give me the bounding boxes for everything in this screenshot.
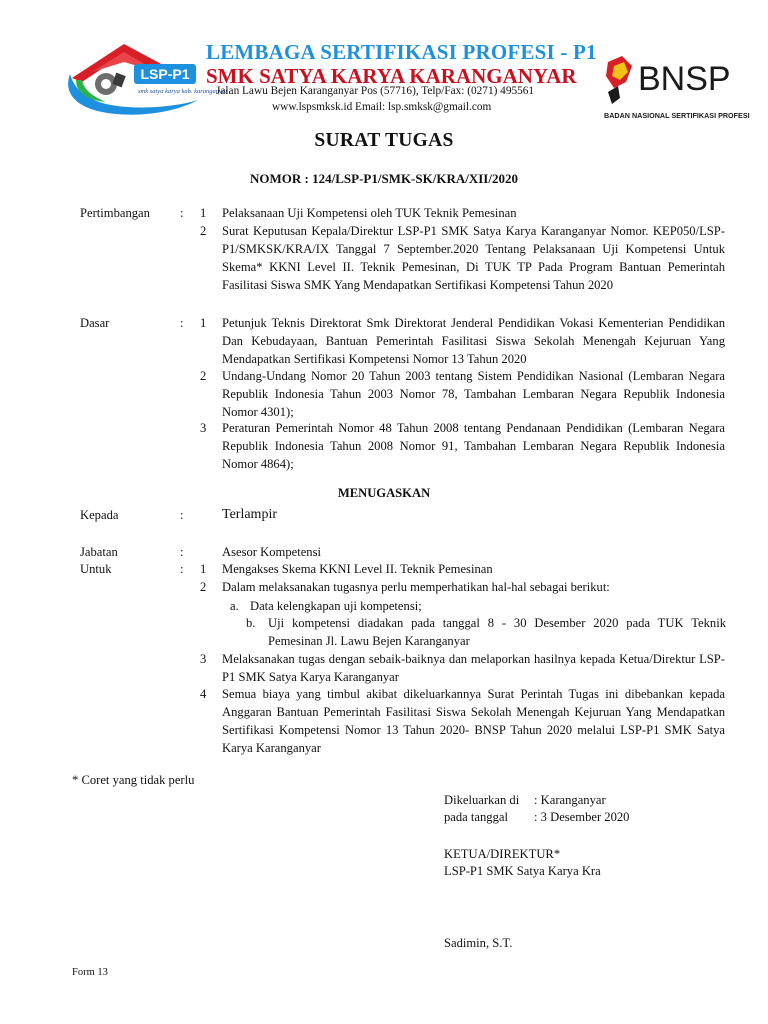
untuk-item-2: Dalam melaksanakan tugasnya perlu memperhatikan hal-hal sebagai berikut: <box>222 580 610 594</box>
colon: : <box>180 206 184 220</box>
org-name-line2: SMK SATYA KARYA KARANGANYAR <box>206 64 577 88</box>
untuk-label: Untuk <box>80 562 112 576</box>
kepada-label: Kepada <box>80 508 119 522</box>
bnsp-subtitle: BADAN NASIONAL SERTIFIKASI PROFESI <box>604 111 750 120</box>
document-title: SURAT TUGAS <box>314 130 454 151</box>
footnote: * Coret yang tidak perlu <box>72 773 195 787</box>
untuk-item-1: Mengakses Skema KKNI Level II. Teknik Pemesinan <box>222 562 493 576</box>
org-web-email: www.lspsmksk.id Email: lsp.smksk@gmail.com <box>272 101 492 113</box>
date-label: pada tanggal <box>444 810 508 824</box>
sub-letter: a. <box>230 599 239 613</box>
issued-at-value: : Karanganyar <box>534 793 606 807</box>
pertimbangan-label: Pertimbangan <box>80 206 150 220</box>
sub-letter: b. <box>246 616 256 630</box>
lsp-logo-graphic <box>62 40 228 120</box>
lsp-logo-tagline: smk satya karya kab. karanganyar <box>138 88 228 95</box>
item-number: 1 <box>200 562 207 576</box>
untuk-item-3: Melaksanakan tugas dengan sebaik-baiknya dan melaporkan hasilnya kepada Ketua/Direktur LSP-P1 SMK Satya Karya Karanganyar <box>222 652 725 684</box>
bnsp-text: BNSP <box>638 60 731 98</box>
date-value: : 3 Desember 2020 <box>534 810 630 824</box>
colon: : <box>180 562 184 576</box>
item-number: 1 <box>200 206 207 220</box>
item-number: 2 <box>200 580 207 594</box>
lsp-logo-text: LSP-P1 <box>140 66 190 82</box>
form-number: Form 13 <box>72 967 108 978</box>
lsp-p1-logo <box>62 40 228 120</box>
item-number: 3 <box>200 421 207 435</box>
dasar-item-3: Peraturan Pemerintah Nomor 48 Tahun 2008 tentang Pendanaan Pendidikan (Lembaran Negara Republik Indonesia Tahun 2008 Nomor 91, Tambahan Lembaran Negara Republik Indonesia Nomor 4864); <box>222 421 725 471</box>
menugaskan-heading: MENUGASKAN <box>337 486 431 500</box>
untuk-sub-item-a: Data kelengkapan uji kompetensi; <box>250 599 422 613</box>
untuk-sub-item-b: Uji kompetensi diadakan pada tanggal 8 - 30 Desember 2020 pada TUK Teknik Pemesinan Jl. Lawu Bejen Karanganyar <box>268 616 726 648</box>
bnsp-logo <box>604 52 750 122</box>
org-name-line1: LEMBAGA SERTIFIKASI PROFESI - P1 <box>206 40 597 64</box>
bnsp-emblem-icon <box>604 52 750 122</box>
colon: : <box>180 545 184 559</box>
document-number: NOMOR : 124/LSP-P1/SMK-SK/KRA/XII/2020 <box>250 171 518 186</box>
signer-name: Sadimin, S.T. <box>444 936 513 950</box>
signer-role: KETUA/DIREKTUR* <box>444 847 561 861</box>
issued-at-label: Dikeluarkan di <box>444 793 520 807</box>
item-number: 4 <box>200 687 207 701</box>
colon: : <box>180 508 184 522</box>
signer-organization: LSP-P1 SMK Satya Karya Kra <box>444 864 601 878</box>
org-address: Jalan Lawu Bejen Karanganyar Pos (57716), Telp/Fax: (0271) 495561 <box>216 85 535 97</box>
dasar-item-1: Petunjuk Teknis Direktorat Smk Direktorat Jenderal Pendidikan Vokasi Kementerian Pendidikan Dan Kebudayaan, Bantuan Pemerintah Fasilitasi Siswa Sekolah Menengah Kejuruan Yang Mendapatkan Sertifikasi Kompetensi Nomor 13 Tahun 2020 <box>222 316 725 366</box>
kepada-value: Terlampir <box>222 507 277 522</box>
jabatan-label: Jabatan <box>80 545 118 559</box>
item-number: 1 <box>200 316 207 330</box>
dasar-label: Dasar <box>80 316 110 330</box>
pertimbangan-item-2: Surat Keputusan Kepala/Direktur LSP-P1 SMK Satya Karya Karanganyar Nomor. KEP050/LSP-P1/SMKSK/KRA/IX Tanggal 7 September.2020 Tentang Pelaksanaan Uji Kompetensi Untuk Skema* KKNI Level II. Teknik Pemesinan, Di TUK TP Pada Program Bantuan Pemerintah Fasilitasi Siswa SMK Yang Mendapatkan Sertifikasi Kompetensi Tahun 2020 <box>222 224 725 292</box>
untuk-item-4: Semua biaya yang timbul akibat dikeluarkannya Surat Perintah Tugas ini dibebankan kepada Anggaran Bantuan Pemerintah Fasilitasi Siswa Sekolah Menengah Kejuruan Yang Mendapatkan Sertifikasi Kompetensi Nomor 13 Tahun 2020- BNSP Tahun 2020 melalui LSP-P1 SMK Satya Karya Karanganyar <box>222 687 725 755</box>
dasar-item-2: Undang-Undang Nomor 20 Tahun 2003 tentang Sistem Pendidikan Nasional (Lembaran Negara Republik Indonesia Tahun 2003 Nomor 78, Tambahan Lembaran Negara Republik Indonesia Nomor 4301); <box>222 369 725 419</box>
colon: : <box>180 316 184 330</box>
pertimbangan-item-1: Pelaksanaan Uji Kompetensi oleh TUK Teknik Pemesinan <box>222 206 517 220</box>
item-number: 2 <box>200 369 207 383</box>
item-number: 3 <box>200 652 207 666</box>
item-number: 2 <box>200 224 207 238</box>
jabatan-value: Asesor Kompetensi <box>222 545 321 559</box>
